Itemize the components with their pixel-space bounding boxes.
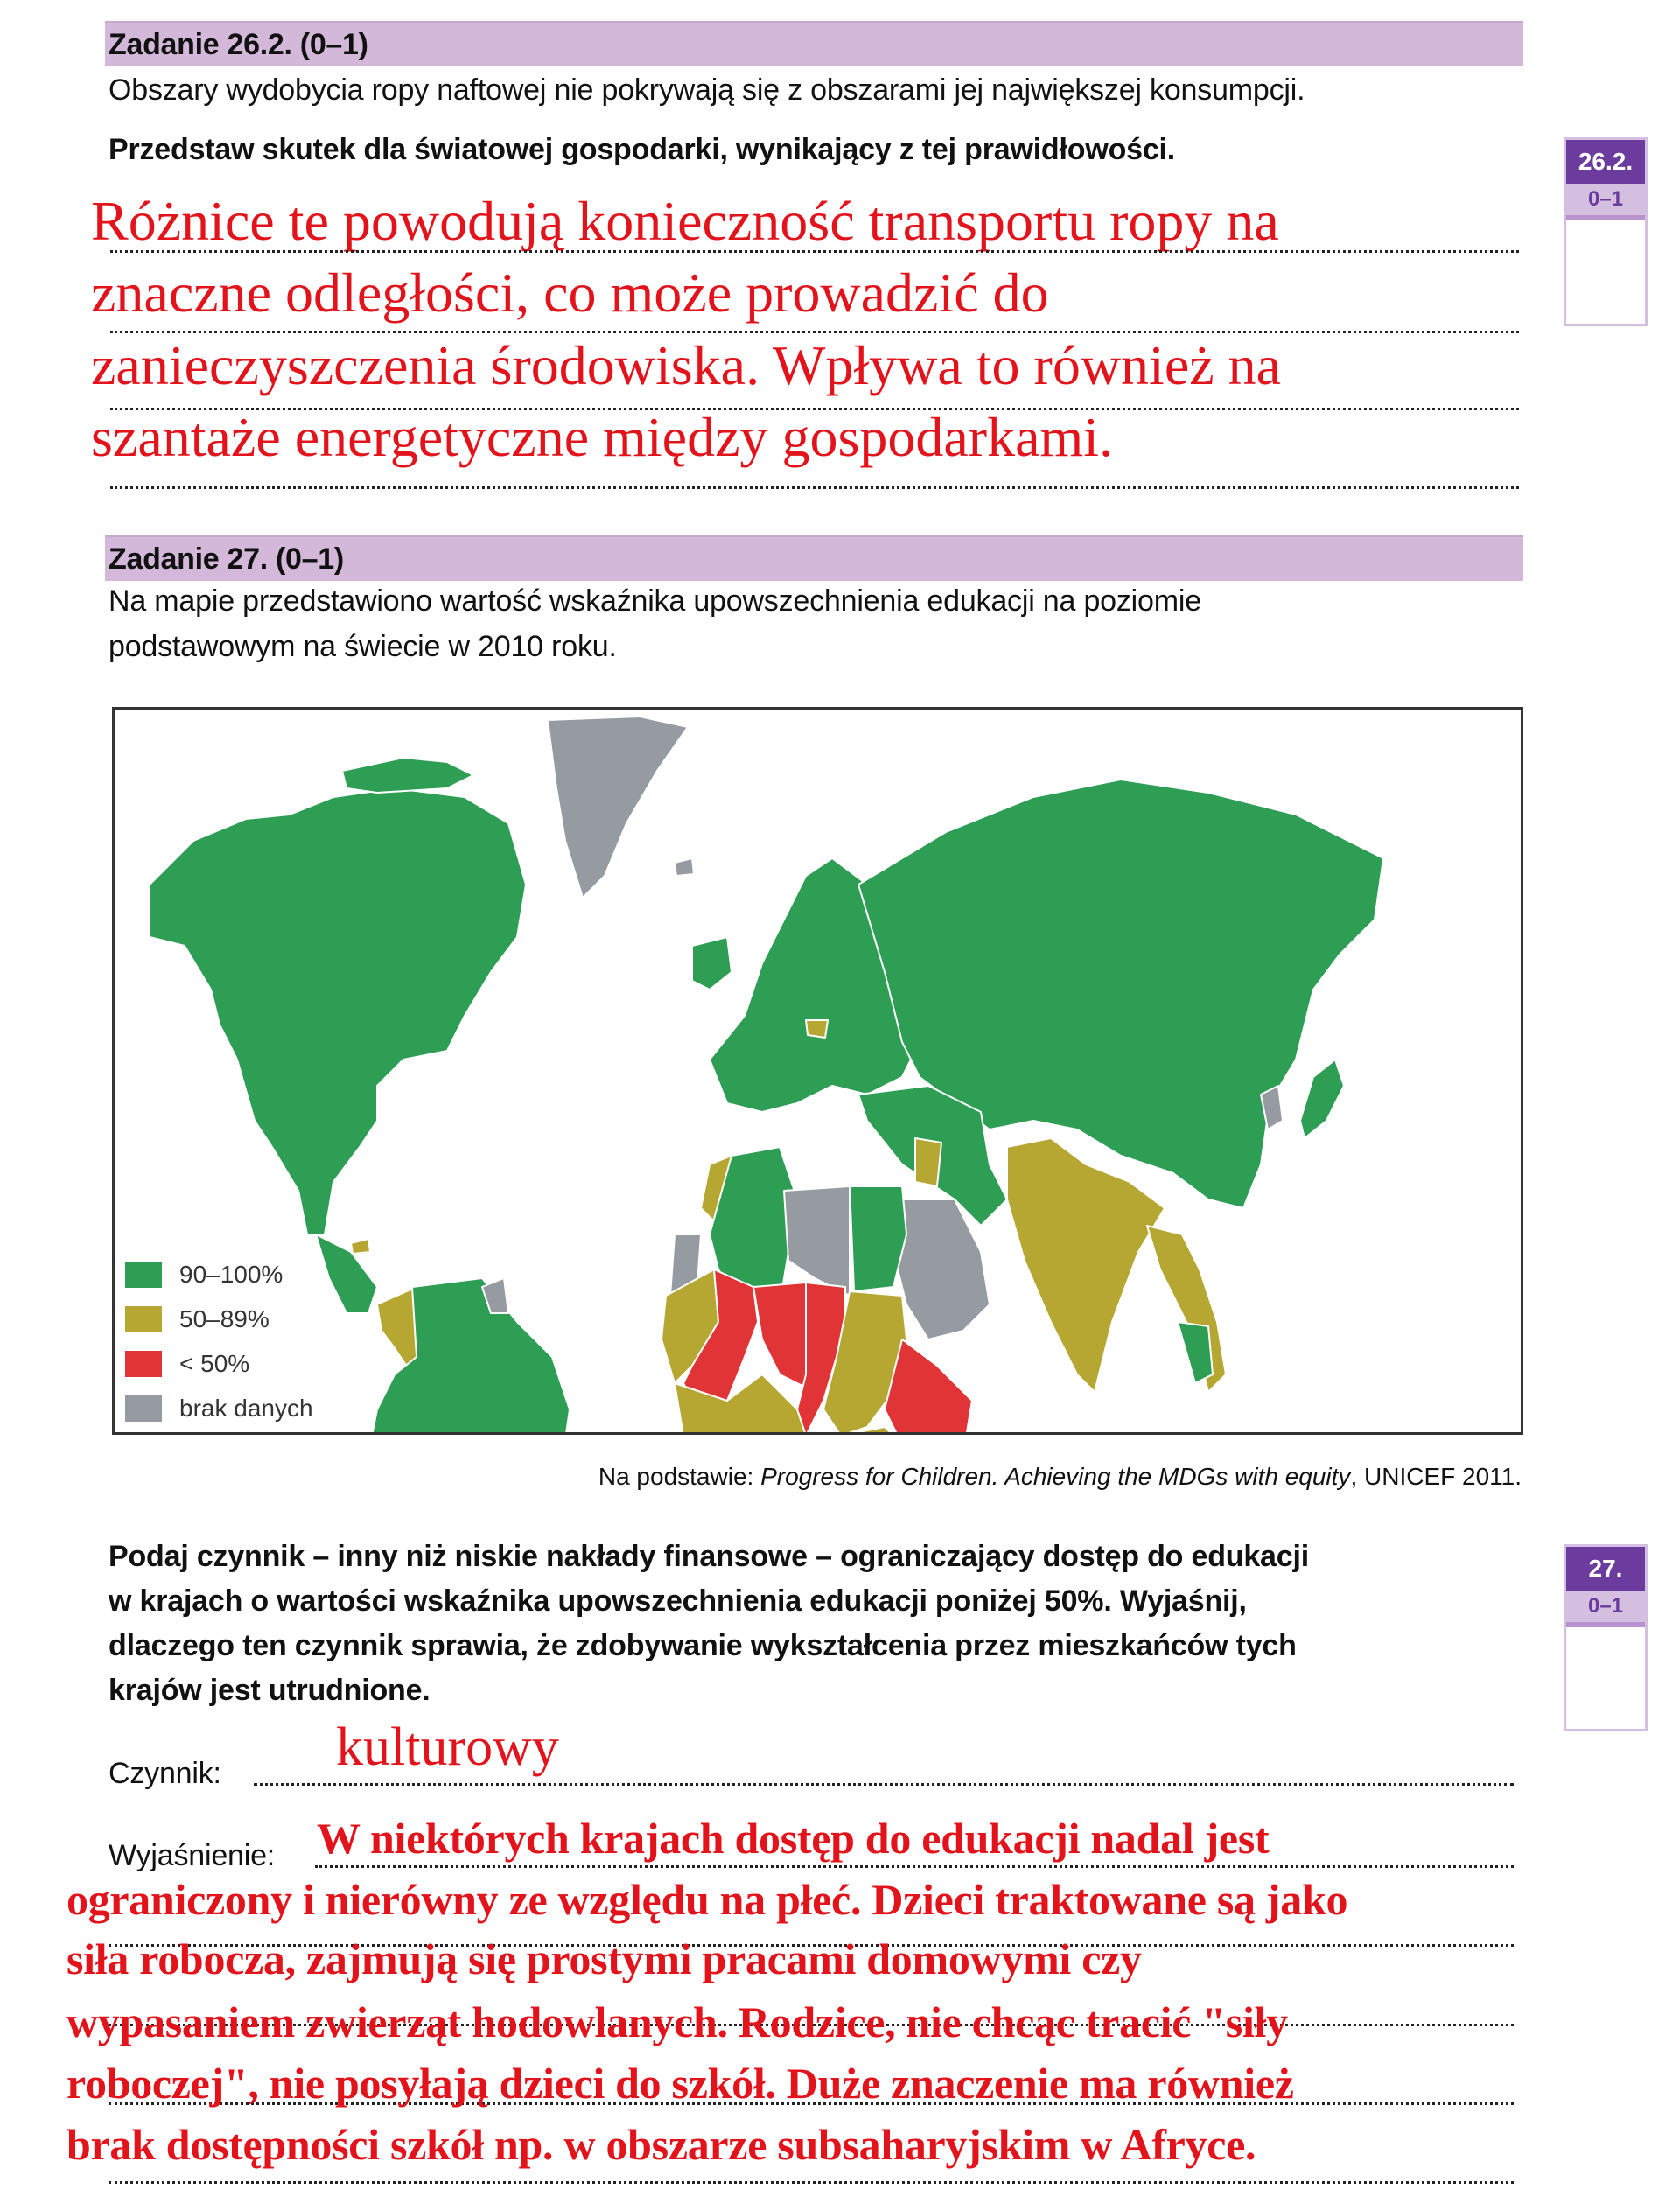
answer-dotted-line-1 bbox=[110, 250, 1519, 253]
task-27-question-line-3: dlaczego ten czynnik sprawia, że zdobywanie wykształcenia przez mieszkańców tych bbox=[108, 1629, 1297, 1662]
task-26-2-statement: Obszary wydobycia ropy naftowej nie pokrywają się z obszarami jej największej konsumpcji. bbox=[108, 73, 1306, 107]
score-box-number: 26.2. bbox=[1566, 140, 1645, 184]
legend-swatch-red bbox=[125, 1351, 162, 1377]
factor-answer[interactable]: kulturowy bbox=[336, 1717, 559, 1777]
legend-label: brak danych bbox=[179, 1394, 313, 1422]
answer-dotted-line-4 bbox=[110, 486, 1519, 489]
answer-line-4: szantaże energetyczne między gospodarkami. bbox=[91, 406, 1114, 468]
legend-item-90-100 bbox=[125, 1252, 313, 1297]
task-27-question-line-1: Podaj czynnik – inny niż niskie nakłady finansowe – ograniczający dostęp do edukacji bbox=[108, 1540, 1309, 1573]
task-27-question-line-4: krajów jest utrudnione. bbox=[108, 1674, 430, 1707]
score-box-number: 27. bbox=[1566, 1547, 1645, 1591]
legend-swatch-olive bbox=[125, 1306, 162, 1332]
task-27-intro-line-2: podstawowym na świecie w 2010 roku. bbox=[108, 630, 617, 663]
explanation-answer-line-1: W niektórych krajach dostęp do edukacji nadal jest bbox=[317, 1814, 1270, 1863]
score-box-27 bbox=[1564, 1544, 1648, 1731]
factor-label: Czynnik: bbox=[108, 1757, 221, 1790]
answer-line-3: zanieczyszczenia środowiska. Wpływa to również na bbox=[91, 334, 1282, 396]
score-box-points: 0–1 bbox=[1566, 184, 1645, 220]
source-prefix: Na podstawie: bbox=[598, 1463, 761, 1490]
legend-label: 50–89% bbox=[179, 1304, 270, 1332]
source-title: Progress for Children. Achieving the MDGs with equity bbox=[760, 1463, 1351, 1490]
map-legend bbox=[125, 1252, 313, 1430]
explanation-answer-line-6: brak dostępności szkół np. w obszarze subsaharyjskim w Afryce. bbox=[66, 2120, 1256, 2169]
score-box-input[interactable] bbox=[1566, 220, 1645, 324]
legend-swatch-gray bbox=[125, 1395, 162, 1422]
legend-label: 90–100% bbox=[179, 1260, 284, 1288]
task-27-question-line-2: w krajach o wartości wskaźnika upowszechnienia edukacji poniżej 50%. Wyjaśnij, bbox=[108, 1584, 1247, 1618]
world-education-map bbox=[112, 707, 1523, 1435]
task-27-intro-line-1: Na mapie przedstawiono wartość wskaźnika upowszechnienia edukacji na poziomie bbox=[108, 584, 1201, 618]
score-box-26-2 bbox=[1564, 137, 1648, 326]
world-map-graphic bbox=[115, 710, 1521, 1432]
task-26-2-header bbox=[105, 21, 1523, 66]
score-box-input[interactable] bbox=[1566, 1627, 1645, 1729]
task-26-2-title: Zadanie 26.2. (0–1) bbox=[108, 28, 368, 61]
explanation-label: Wyjaśnienie: bbox=[108, 1839, 276, 1872]
answer-line-1: Różnice te powodują konieczność transportu ropy na bbox=[91, 190, 1279, 252]
explanation-dotted-line-1 bbox=[315, 1865, 1514, 1868]
legend-item-no-data bbox=[125, 1386, 313, 1430]
legend-label: < 50% bbox=[179, 1349, 250, 1377]
explanation-answer-line-2: ograniczony i nierówny ze względu na płeć. Dzieci traktowane są jako bbox=[66, 1875, 1348, 1924]
factor-dotted-line bbox=[254, 1783, 1514, 1786]
source-suffix: , UNICEF 2011. bbox=[1350, 1463, 1522, 1490]
explanation-answer-line-3: siła robocza, zajmują się prostymi pracami domowymi czy bbox=[66, 1934, 1142, 1983]
legend-item-50-89 bbox=[125, 1297, 313, 1341]
legend-swatch-green bbox=[125, 1262, 162, 1288]
explanation-dotted-line-5 bbox=[108, 2181, 1514, 2184]
task-27-title: Zadanie 27. (0–1) bbox=[108, 542, 344, 576]
score-box-points: 0–1 bbox=[1566, 1591, 1645, 1627]
task-27-header bbox=[105, 535, 1523, 581]
map-source-caption bbox=[598, 1463, 1522, 1491]
explanation-answer-line-5: roboczej", nie posyłają dzieci do szkół. Duże znaczenie ma również bbox=[66, 2059, 1294, 2108]
answer-line-2: znaczne odległości, co może prowadzić do bbox=[91, 262, 1049, 324]
legend-item-below-50 bbox=[125, 1341, 313, 1386]
task-26-2-prompt: Przedstaw skutek dla światowej gospodarki, wynikający z tej prawidłowości. bbox=[108, 133, 1176, 166]
explanation-answer-line-4: wypasaniem zwierząt hodowlanych. Rodzice, nie chcąc tracić "siły bbox=[66, 1997, 1288, 2046]
